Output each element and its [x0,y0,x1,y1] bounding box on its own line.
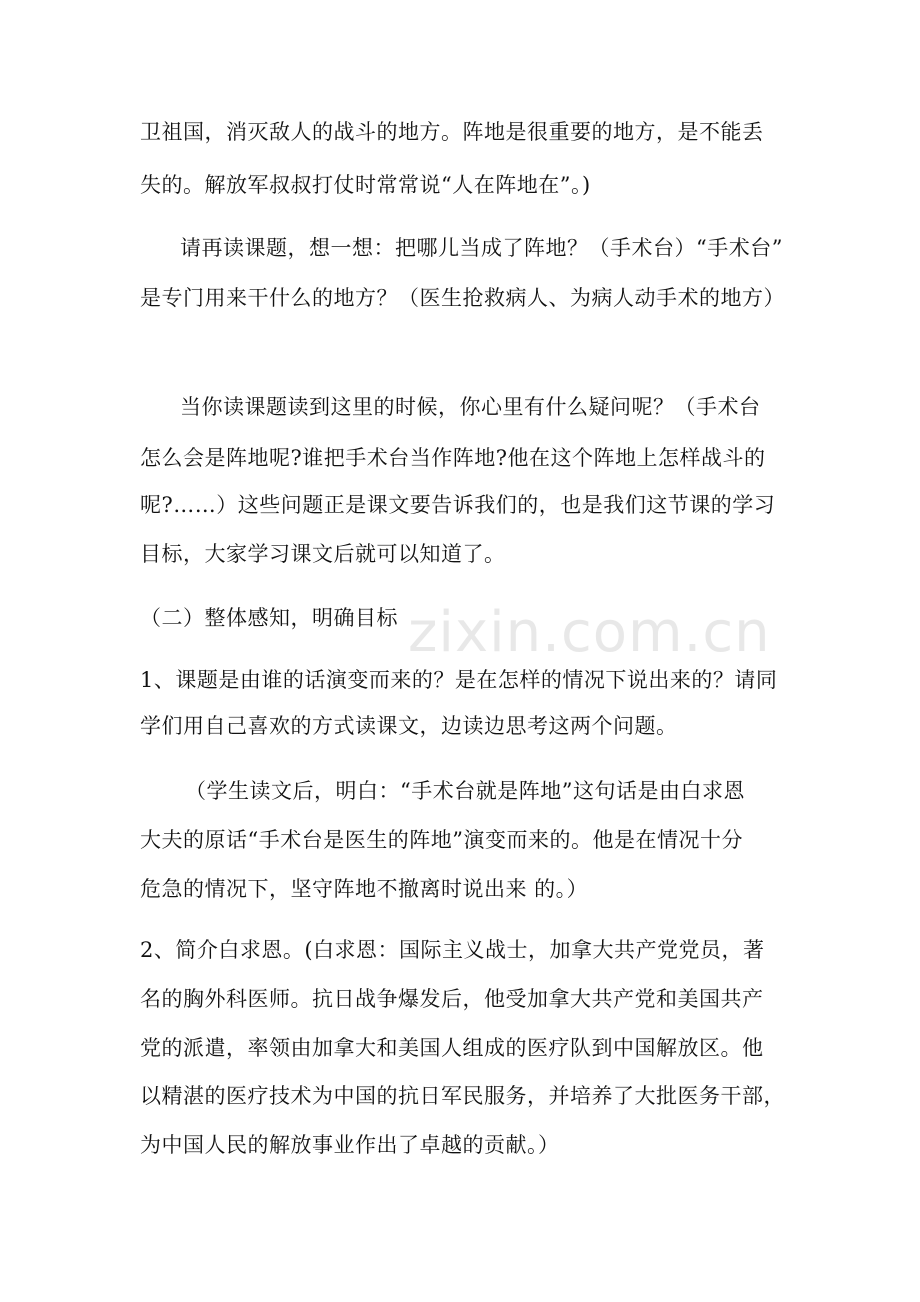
text-line: （学生读文后，明白：“手术台就是阵地”这句话是由白求恩 [185,779,745,803]
text-line: 失的。解放军叔叔打仗时常常说“人在阵地在”。) [140,173,591,197]
text-line: 危急的情况下，坚守阵地不撤离时说出来 的。） [140,877,589,901]
text-line: 大夫的原话“手术台是医生的阵地”演变而来的。他是在情况十分 [140,828,743,852]
text-line: 当你读课题读到这里的时候，你心里有什么疑问呢？（手术台 [180,395,761,419]
text-line: 怎么会是阵地呢?谁把手术台当作阵地?他在这个阵地上怎样战斗的 [140,446,766,470]
text-line: 1、课题是由谁的话演变而来的？是在怎样的情况下说出来的？请同 [140,668,778,692]
text-line: 目标，大家学习课文后就可以知道了。 [140,542,506,566]
text-line: 为中国人民的解放事业作出了卓越的贡献。） [140,1133,560,1157]
watermark: zixin.com.cn [408,600,771,665]
text-line: 卫祖国，消灭敌人的战斗的地方。阵地是很重要的地方，是不能丢 [140,120,764,144]
text-line: 学们用自己喜欢的方式读课文，边读边思考这两个问题。 [140,714,678,738]
text-line: 党的派遣，率领由加拿大和美国人组成的医疗队到中国解放区。他 [140,1036,764,1060]
text-line: 是专门用来干什么的地方？（医生抢救病人、为病人动手术的地方） [140,286,785,310]
text-line: 以精湛的医疗技术为中国的抗日军民服务，并培养了大批医务干部， [140,1084,785,1108]
text-line: 呢?……）这些问题正是课文要告诉我们的，也是我们这节课的学习 [140,493,776,517]
text-line: 请再读课题，想一想：把哪儿当成了阵地？（手术台）“手术台” [180,236,783,260]
text-line: 名的胸外科医师。抗日战争爆发后，他受加拿大共产党和美国共产 [140,987,764,1011]
section-heading: （二）整体感知，明确目标 [140,606,398,630]
text-line: 2、简介白求恩。(白求恩：国际主义战士，加拿大共产党党员，著 [140,938,765,962]
